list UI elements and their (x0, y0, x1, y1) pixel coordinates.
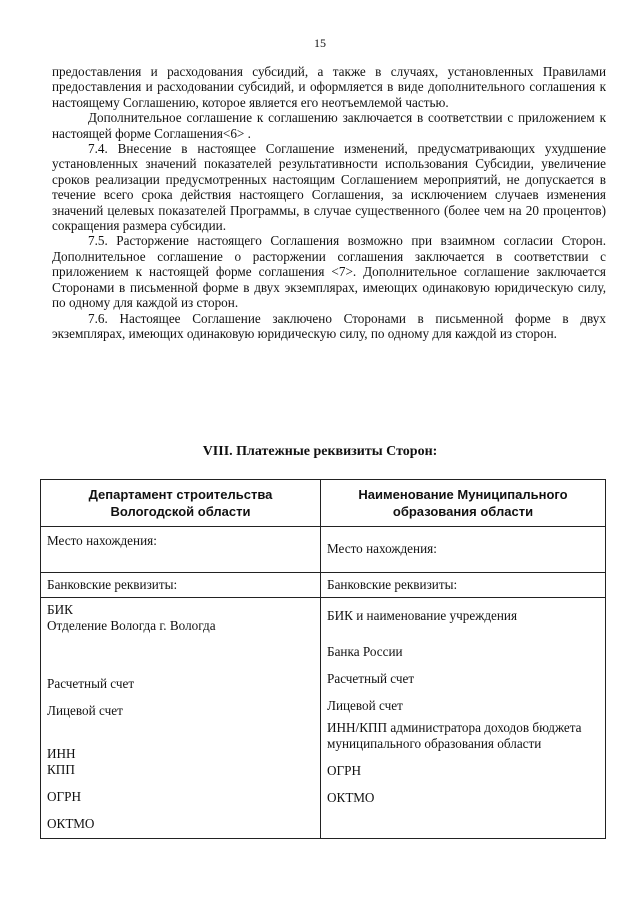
right-location (321, 527, 606, 573)
paragraph-7-5: 7.5. Расторжение настоящего Соглашения возможно при взаимном согласии Сторон. Дополнительное соглашение о расторжении соглашения заключается в соответствии с приложением к настоящей форме соглашения <7>. Дополнительное соглашение заключается Сторонами в письменной форме в двух экземплярах, имеющих одинаковую юридическую силу, по одному для каждой из сторон. (52, 233, 606, 311)
left-location-label: Место нахождения: (47, 533, 157, 548)
left-personal-account: Лицевой счет (47, 703, 123, 718)
body-text (52, 64, 606, 341)
location-row (41, 527, 606, 573)
left-oktmo: ОКТМО (47, 816, 95, 831)
left-inn: ИНН (47, 746, 76, 761)
right-details (321, 598, 606, 839)
right-party-header (321, 480, 606, 527)
paragraph-additional-agreement: Дополнительное соглашение к соглашению заключается в соответствии с приложением к настоящей форме Соглашения<6> . (52, 110, 606, 141)
left-kpp: КПП (47, 762, 75, 777)
paragraph-7-4: 7.4. Внесение в настоящее Соглашение изменений, предусматривающих ухудшение установленных значений показателей результативности использования Субсидии, увеличение сроков реализации предусмотренных настоящим Соглашением мероприятий, не допускается в течение всего срока действия настоящего Соглашения, за исключением случаев изменения значений целевых показателей Программы, в случае существенного (более чем на 20 процентов) сокращения размера субсидии. (52, 141, 606, 234)
left-header-line-2: Вологодской области (110, 504, 251, 519)
right-ogrn: ОГРН (327, 763, 362, 778)
bank-row (41, 573, 606, 598)
right-inn-kpp: ИНН/КПП администратора доходов бюджета муниципального образования области (327, 720, 582, 751)
paragraph-7-6: 7.6. Настоящее Соглашение заключено Сторонами в письменной форме в двух экземплярах, имеющих одинаковую юридическую силу, по одному для каждой из сторон. (52, 310, 606, 341)
right-bik: БИК и наименование учреждения (327, 608, 518, 623)
right-bank-name: Банка России (327, 644, 403, 659)
payment-requisites-table (40, 479, 606, 839)
page-number: 15 (314, 36, 326, 50)
right-account: Расчетный счет (327, 671, 415, 686)
right-header-line-1: Наименование Муниципального (358, 487, 568, 502)
details-row (41, 598, 606, 839)
right-oktmo: ОКТМО (327, 790, 375, 805)
left-account: Расчетный счет (47, 676, 135, 691)
right-location-label: Место нахождения: (327, 541, 437, 556)
left-bank-label: Банковские реквизиты: (47, 577, 178, 592)
left-bank (41, 573, 321, 598)
left-branch: Отделение Вологда г. Вологда (47, 618, 216, 633)
right-bank-label: Банковские реквизиты: (327, 577, 458, 592)
section-title: VIII. Платежные реквизиты Сторон: (202, 444, 438, 459)
left-location (41, 527, 321, 573)
left-details (41, 598, 321, 839)
left-ogrn: ОГРН (47, 789, 82, 804)
right-bank (321, 573, 606, 598)
table-header-row (41, 480, 606, 527)
right-header-line-2: образования области (392, 504, 534, 519)
right-personal-account: Лицевой счет (327, 698, 403, 713)
paragraph-continuation: предоставления и расходования субсидий, а также в случаях, установленных Правилами предоставления и расходовании субсидий, и оформляется в виде дополнительного соглашения к настоящему Соглашению, которое является его неотъемлемой частью. (52, 64, 606, 110)
left-header-line-1: Департамент строительства (88, 487, 273, 502)
left-bik: БИК (47, 602, 73, 617)
left-party-header (41, 480, 321, 527)
